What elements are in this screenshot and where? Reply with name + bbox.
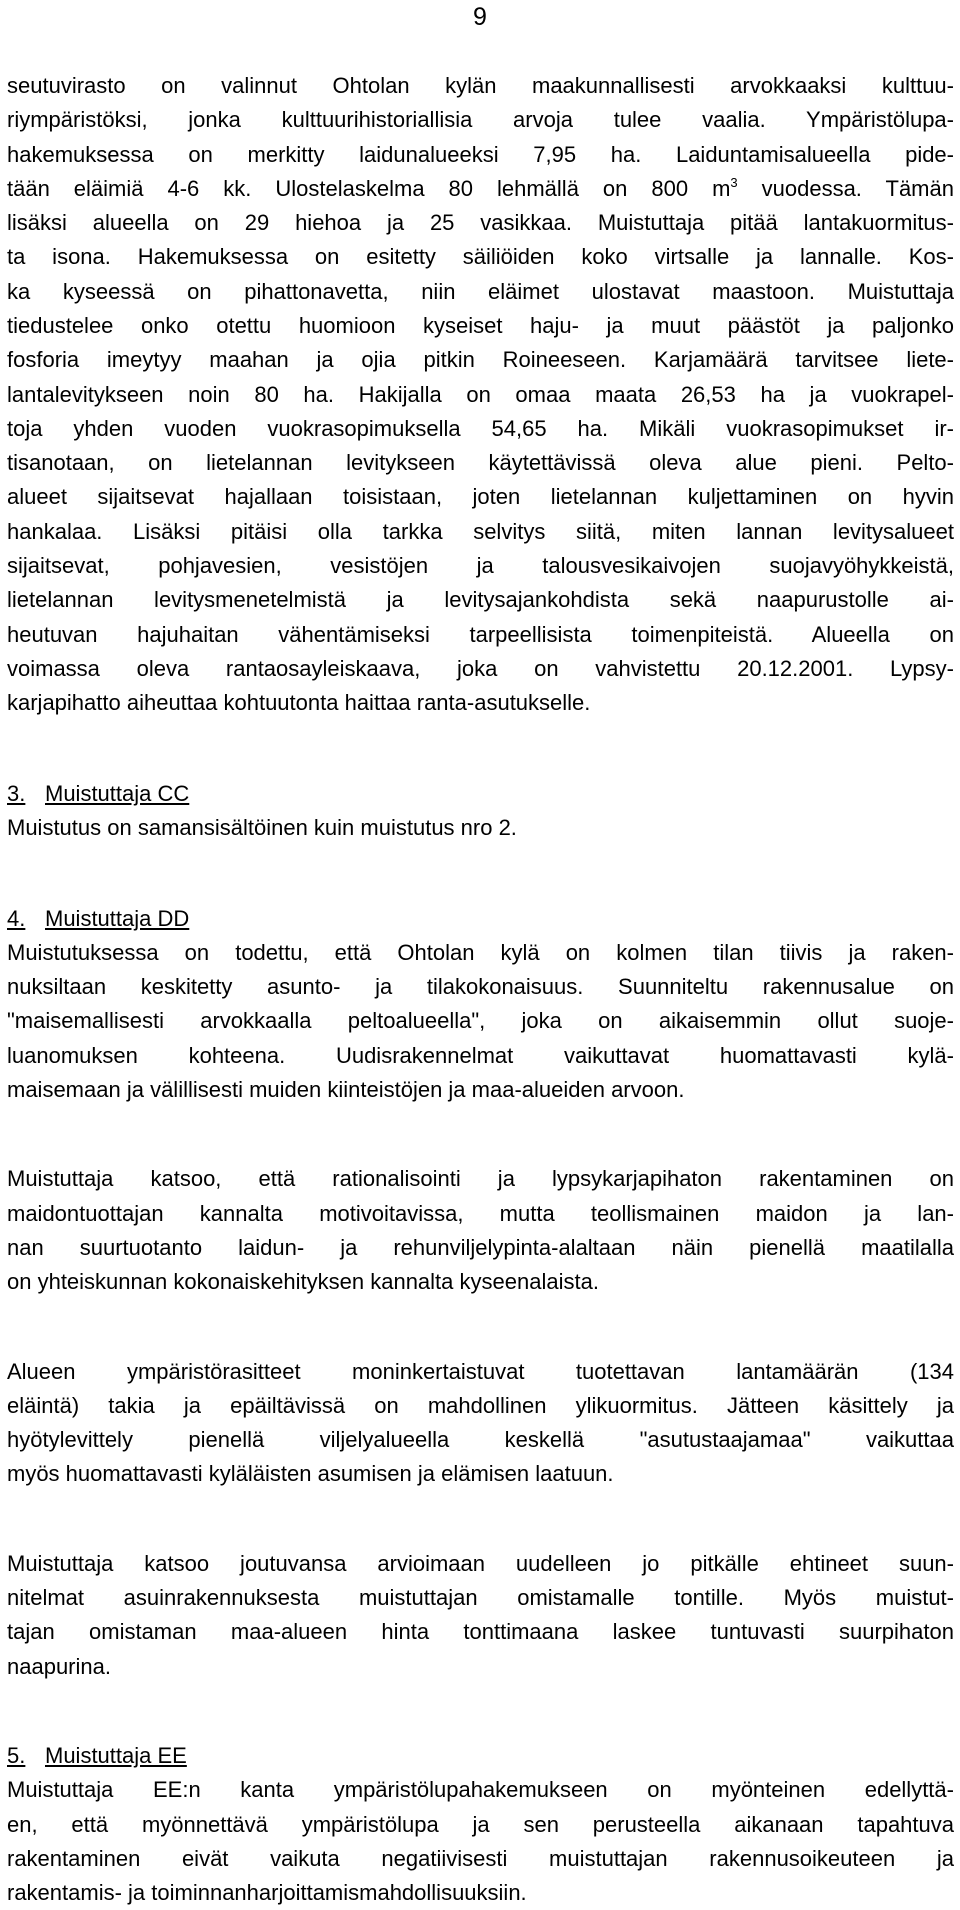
text-line: en, että myönnettävä ympäristölupa ja sen perusteella aikanaan tapahtuva: [7, 1812, 954, 1837]
text-line: Muistuttaja katsoo, että rationalisointi ja lypsykarjapihaton rakentaminen on: [7, 1166, 954, 1191]
text-line: alueet sijaitsevat hajallaan toisistaan, joten lietelannan kuljettaminen on hyvin: [7, 484, 954, 509]
text-line: eläintä) takia ja epäiltävissä on mahdollinen ylikuormitus. Jätteen käsittely ja: [7, 1393, 954, 1418]
text-line: naapurina.: [7, 1654, 111, 1679]
text-line: nan suurtuotanto laidun- ja rehunviljelypinta-alaltaan näin pienellä maatilalla: [7, 1235, 954, 1260]
section-heading: [7, 904, 954, 934]
text-line: Muistutuksessa on todettu, että Ohtolan kylä on kolmen tilan tiivis ja raken-: [7, 940, 954, 965]
text-line: ka kyseessä on pihattonavetta, niin eläimet ulostavat maastoon. Muistuttaja: [7, 279, 954, 304]
text-line: Alueen ympäristörasitteet moninkertaistuvat tuotettavan lantamäärän (134: [7, 1359, 954, 1384]
text-line: "maisemallisesti arvokkaalla peltoalueella", joka on aikaisemmin ollut suoje-: [7, 1008, 954, 1033]
section-title: Muistuttaja DD: [45, 906, 190, 931]
text-line: riympäristöksi, jonka kulttuurihistoriallisia arvoja tulee vaalia. Ympäristölupa-: [7, 107, 954, 132]
page-number: 9: [473, 3, 487, 31]
text-line: seutuvirasto on valinnut Ohtolan kylän maakunnallisesti arvokkaaksi kulttuu-: [7, 73, 954, 98]
text-line: lietelannan levitysmenetelmistä ja levitysajankohdista sekä naapurustolle ai-: [7, 587, 954, 612]
text-line: luanomuksen kohteena. Uudisrakennelmat vaikuttavat huomattavasti kylä-: [7, 1043, 954, 1068]
text-line: voimassa oleva rantaosayleiskaava, joka on vahvistettu 20.12.2001. Lypsy-: [7, 656, 954, 681]
text-line: [7, 174, 954, 204]
text-line: tajan omistaman maa-alueen hinta tonttimaana laskee tuntuvasti suurpihaton: [7, 1619, 954, 1644]
text-line: Muistuttaja katsoo joutuvansa arvioimaan uudelleen jo pitkälle ehtineet suun-: [7, 1551, 954, 1576]
text-line: heutuvan hajuhaitan vähentämiseksi tarpeellisista toimenpiteistä. Alueella on: [7, 622, 954, 647]
text-line: on yhteiskunnan kokonaiskehityksen kannalta kyseenalaista.: [7, 1269, 599, 1294]
text-line: toja yhden vuoden vuokrasopimuksella 54,65 ha. Mikäli vuokrasopimukset ir-: [7, 416, 954, 441]
text-line: lantalevitykseen noin 80 ha. Hakijalla on omaa maata 26,53 ha ja vuokrapel-: [7, 382, 954, 407]
text-line: rakentamis- ja toiminnanharjoittamismahdollisuuksiin.: [7, 1880, 527, 1905]
text-line: lisäksi alueella on 29 hiehoa ja 25 vasikkaa. Muistuttaja pitää lantakuormitus-: [7, 210, 954, 235]
section-heading: [7, 779, 954, 809]
section-number: 3.: [7, 781, 26, 806]
text-line: Muistutus on samansisältöinen kuin muistutus nro 2.: [7, 815, 517, 840]
text-line: tisanotaan, on lietelannan levitykseen käytettävissä oleva alue pieni. Pelto-: [7, 450, 954, 475]
section-title: Muistuttaja CC: [45, 781, 190, 806]
text-line: rakentaminen eivät vaikuta negatiivisesti muistuttajan rakennusoikeuteen ja: [7, 1846, 954, 1871]
text-line: sijaitsevat, pohjavesien, vesistöjen ja talousvesikaivojen suojavyöhykkeistä,: [7, 553, 954, 578]
text-line: karjapihatto aiheuttaa kohtuutonta haittaa ranta-asutukselle.: [7, 690, 591, 715]
section-heading: [7, 1741, 954, 1771]
text-line: hyötylevittely pienellä viljelyalueella keskellä "asutustaajamaa" vaikuttaa: [7, 1427, 954, 1452]
text-line: ta isona. Hakemuksessa on esitetty säiliöiden koko virtsalle ja lannalle. Kos-: [7, 244, 954, 269]
text-line: Muistuttaja EE:n kanta ympäristölupahakemukseen on myönteinen edellyttä-: [7, 1777, 954, 1802]
text-segment: vuodessa. Tämän: [737, 176, 954, 201]
text-line: maisemaan ja välillisesti muiden kiinteistöjen ja maa-alueiden arvoon.: [7, 1077, 685, 1102]
text-line: hankalaa. Lisäksi pitäisi olla tarkka selvitys siitä, miten lannan levitysalueet: [7, 519, 954, 544]
superscript: 3: [730, 175, 738, 190]
text-line: hakemuksessa on merkitty laidunalueeksi 7,95 ha. Laiduntamisalueella pide-: [7, 142, 954, 167]
text-line: tiedustelee onko otettu huomioon kyseiset haju- ja muut päästöt ja paljonko: [7, 313, 954, 338]
text-line: nitelmat asuinrakennuksesta muistuttajan omistamalle tontille. Myös muistut-: [7, 1585, 954, 1610]
text-line: fosforia imeytyy maahan ja ojia pitkin Roineeseen. Karjamäärä tarvitsee liete-: [7, 347, 954, 372]
text-line: myös huomattavasti kyläläisten asumisen ja elämisen laatuun.: [7, 1461, 614, 1486]
text-line: nuksiltaan keskitetty asunto- ja tilakokonaisuus. Suunniteltu rakennusalue on: [7, 974, 954, 999]
section-number: 4.: [7, 906, 26, 931]
section-number: 5.: [7, 1743, 26, 1768]
section-title: Muistuttaja EE: [45, 1743, 187, 1768]
text-line: maidontuottajan kannalta motivoitavissa, mutta teollismainen maidon ja lan-: [7, 1201, 954, 1226]
text-segment: tään eläimiä 4-6 kk. Ulostelaskelma 80 lehmällä on 800 m: [7, 176, 731, 201]
